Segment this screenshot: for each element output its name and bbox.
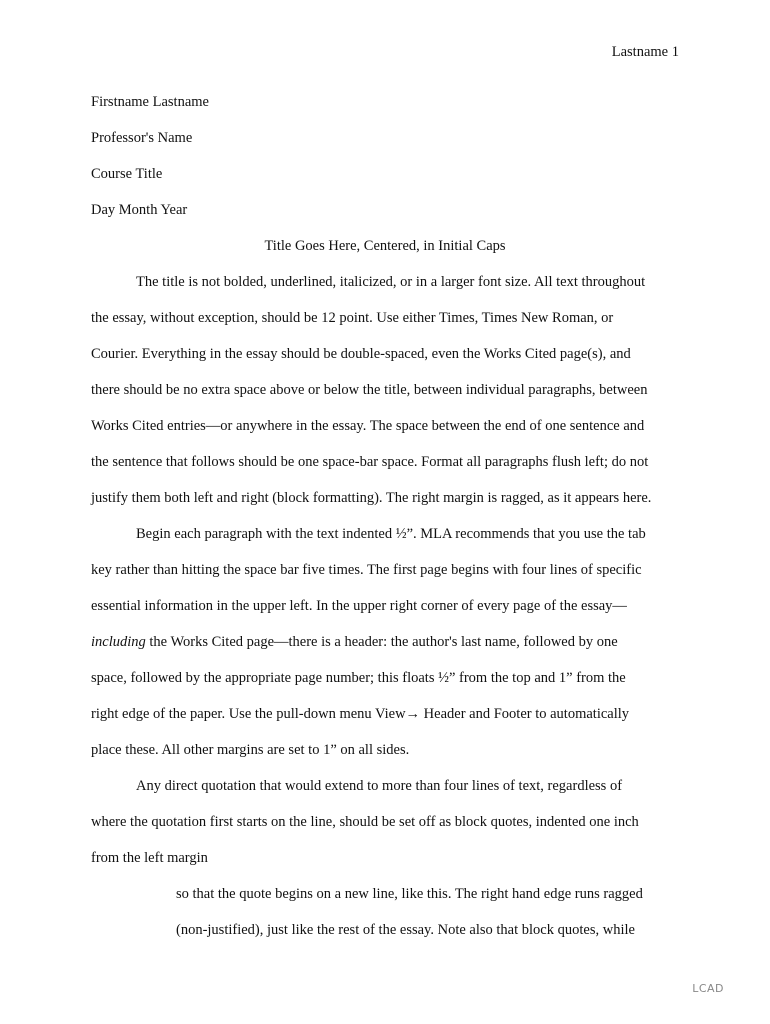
body-line: Any direct quotation that would extend to more than four lines of text, regardless of bbox=[136, 778, 623, 794]
professor-name: Professor's Name bbox=[91, 130, 193, 146]
body-line: essential information in the upper left. In the upper right corner of every page of the essay— bbox=[91, 598, 627, 614]
body-line: The title is not bolded, underlined, italicized, or in a larger font size. All text throughout bbox=[136, 274, 646, 290]
block-quote-line: so that the quote begins on a new line, like this. The right hand edge runs ragged bbox=[176, 886, 643, 902]
body-line-rest: the Works Cited page—there is a header: the author's last name, followed by one bbox=[145, 634, 618, 650]
body-line: justify them both left and right (block formatting). The right margin is ragged, as it appears here. bbox=[91, 490, 652, 506]
block-quote-line: (non-justified), just like the rest of the essay. Note also that block quotes, while bbox=[176, 922, 635, 938]
essay-title: Title Goes Here, Centered, in Initial Caps bbox=[264, 238, 506, 254]
body-line: key rather than hitting the space bar five times. The first page begins with four lines of specific bbox=[91, 562, 642, 578]
body-line: where the quotation first starts on the line, should be set off as block quotes, indented one inch bbox=[91, 814, 639, 830]
body-line: there should be no extra space above or below the title, between individual paragraphs, between bbox=[91, 382, 648, 398]
lcad-watermark: LCAD bbox=[692, 982, 724, 995]
body-line: space, followed by the appropriate page number; this floats ½” from the top and 1” from the bbox=[91, 670, 626, 686]
body-line bbox=[91, 632, 618, 652]
student-name: Firstname Lastname bbox=[91, 94, 209, 110]
body-line: from the left margin bbox=[91, 850, 208, 866]
body-line: Works Cited entries—or anywhere in the essay. The space between the end of one sentence and bbox=[91, 418, 645, 434]
running-header: Lastname 1 bbox=[611, 44, 679, 60]
body-line: the sentence that follows should be one space-bar space. Format all paragraphs flush left; do not bbox=[91, 454, 649, 470]
course-title: Course Title bbox=[91, 166, 163, 182]
date-line: Day Month Year bbox=[91, 202, 188, 218]
body-line: Begin each paragraph with the text indented ½”. MLA recommends that you use the tab bbox=[136, 526, 646, 542]
body-line: place these. All other margins are set to 1” on all sides. bbox=[91, 742, 410, 758]
body-line: Courier. Everything in the essay should be double-spaced, even the Works Cited page(s), and bbox=[91, 346, 631, 362]
body-line: the essay, without exception, should be 12 point. Use either Times, Times New Roman, or bbox=[91, 310, 614, 326]
italic-including: including bbox=[91, 634, 146, 650]
body-line: right edge of the paper. Use the pull-down menu View→ Header and Footer to automatically bbox=[91, 706, 630, 722]
